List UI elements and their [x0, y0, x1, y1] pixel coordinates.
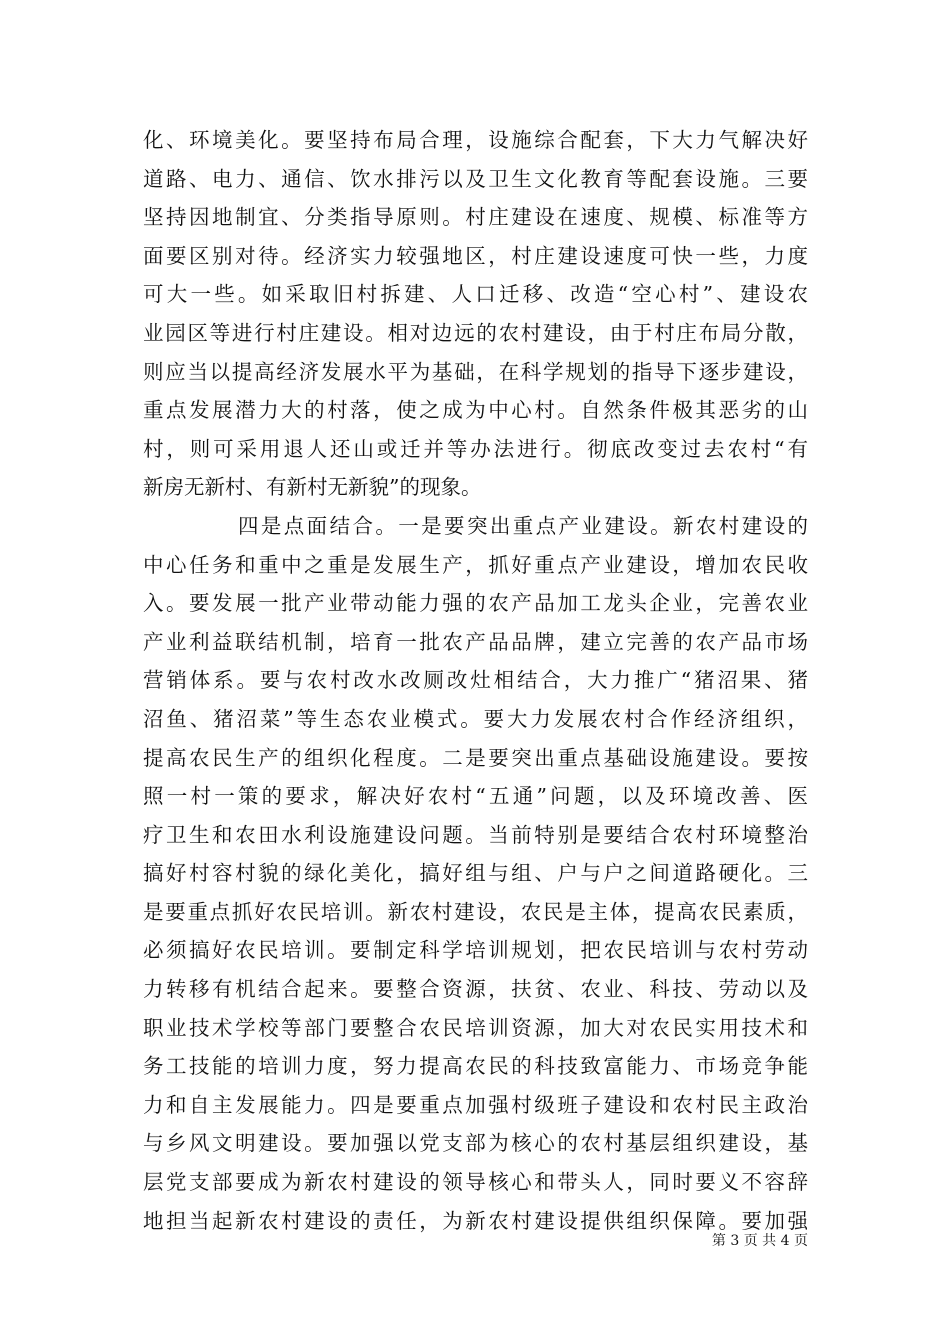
text-line: 职业技术学校等部门要整合农民培训资源，加大对农民实用技术和 — [143, 1015, 808, 1040]
text-line: 疗卫生和农田水利设施建设问题。当前特别是要结合农村环境整治 — [143, 822, 808, 847]
text-line: 提高农民生产的组织化程度。二是要突出重点基础设施建设。要按 — [143, 745, 808, 770]
text-line: 搞好村容村貌的绿化美化，搞好组与组、户与户之间道路硬化。三 — [143, 861, 808, 886]
text-line: 产业利益联结机制，培育一批农产品品牌，建立完善的农产品市场 — [143, 629, 808, 654]
text-line: 照一村一策的要求，解决好农村“五通”问题，以及环境改善、医 — [143, 784, 808, 809]
text-line: 可大一些。如采取旧村拆建、人口迁移、改造“空心村”、建设农 — [143, 282, 808, 307]
text-line: 与乡风文明建设。要加强以党支部为核心的农村基层组织建设，基 — [143, 1131, 808, 1156]
text-line: 道路、电力、通信、饮水排污以及卫生文化教育等配套设施。三要 — [143, 166, 808, 191]
text-line: 面要区别对待。经济实力较强地区，村庄建设速度可快一些，力度 — [143, 243, 808, 268]
text-line: 则应当以提高经济发展水平为基础，在科学规划的指导下逐步建设， — [143, 359, 808, 384]
text-line: 坚持因地制宜、分类指导原则。村庄建设在速度、规模、标准等方 — [143, 205, 808, 230]
text-line: 力和自主发展能力。四是要重点加强村级班子建设和农村民主政治 — [143, 1092, 808, 1117]
text-line: 营销体系。要与农村改水改厕改灶相结合，大力推广“猪沼果、猪 — [143, 668, 808, 693]
text-line: 业园区等进行村庄建设。相对边远的农村建设，由于村庄布局分散， — [143, 320, 808, 345]
text-line: 力转移有机结合起来。要整合资源，扶贫、农业、科技、劳动以及 — [143, 977, 808, 1002]
text-line: 村，则可采用退人还山或迁并等办法进行。彻底改变过去农村“有 — [143, 436, 808, 461]
text-line: 重点发展潜力大的村落，使之成为中心村。自然条件极其恶劣的山 — [143, 398, 808, 423]
paragraph-first-line: 四是点面结合。一是要突出重点产业建设。新农村建设的 — [238, 513, 808, 538]
text-line: 中心任务和重中之重是发展生产，抓好重点产业建设，增加农民收 — [143, 552, 808, 577]
page-number: 第 3 页 共 4 页 — [711, 1233, 808, 1249]
text-line: 必须搞好农民培训。要制定科学培训规划，把农民培训与农村劳动 — [143, 938, 808, 963]
text-line: 化、环境美化。要坚持布局合理，设施综合配套，下大力气解决好 — [143, 128, 808, 152]
text-line: 层党支部要成为新农村建设的领导核心和带头人，同时要义不容辞 — [143, 1170, 808, 1195]
text-line: 是要重点抓好农民培训。新农村建设，农民是主体，提高农民素质， — [143, 899, 808, 924]
text-line: 沼鱼、猪沼菜”等生态农业模式。要大力发展农村合作经济组织， — [143, 706, 808, 731]
text-line: 务工技能的培训力度，努力提高农民的科技致富能力、市场竞争能 — [143, 1054, 808, 1079]
text-line: 入。要发展一批产业带动能力强的农产品加工龙头企业，完善农业 — [143, 591, 808, 616]
text-line: 地担当起新农村建设的责任，为新农村建设提供组织保障。要加强 — [143, 1208, 808, 1233]
text-line: 新房无新村、有新村无新貌”的现象。 — [143, 475, 482, 500]
body-text — [143, 121, 808, 1240]
